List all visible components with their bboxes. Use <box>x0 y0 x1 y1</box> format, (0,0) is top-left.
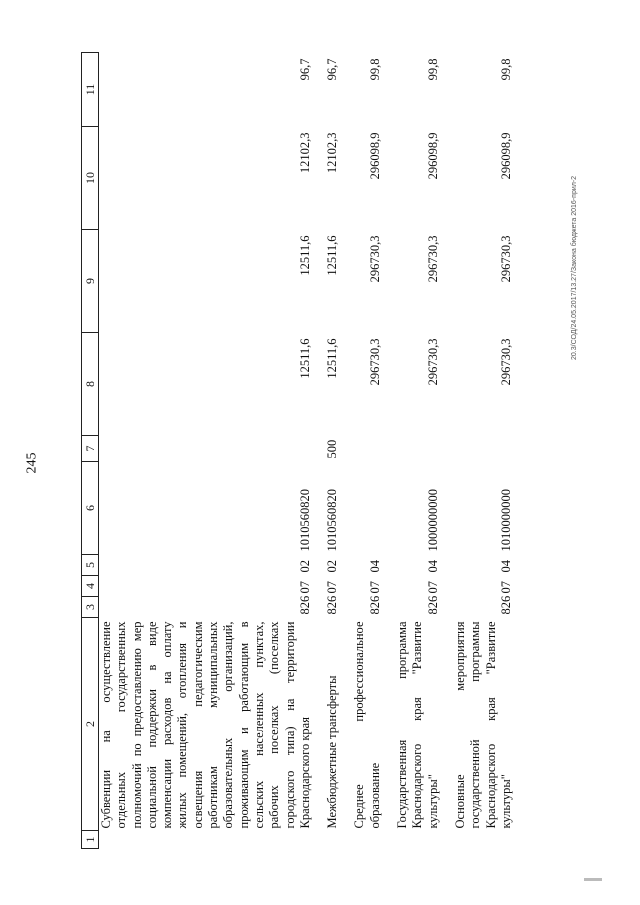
table-row <box>99 53 316 849</box>
cell-subsection: 04 <box>498 560 513 573</box>
cell-value: 296730,3 <box>425 235 440 283</box>
cell-type <box>395 436 443 462</box>
cell-type <box>99 436 316 462</box>
cell-value: 296730,3 <box>367 235 382 283</box>
cell-subsection: 04 <box>425 560 440 573</box>
col-header: 8 <box>82 333 99 436</box>
col-header: 1 <box>82 831 99 849</box>
cell-percent: 99,8 <box>425 58 440 81</box>
cell-percent: 99,8 <box>367 58 382 81</box>
row-name: Основные мероприятия государственной программы Краснодарского края "Развитие культуры" <box>452 621 513 829</box>
column-number-row <box>82 53 99 849</box>
cell-value: 296098,9 <box>367 132 382 180</box>
cell-type: 500 <box>325 439 340 459</box>
cell-type <box>352 436 385 462</box>
table-row <box>453 53 516 849</box>
cell-target: 1000000000 <box>425 489 440 552</box>
cell-value: 296098,9 <box>425 132 440 180</box>
cell-target <box>352 462 385 555</box>
table-row <box>352 53 385 849</box>
cell-subsection: 02 <box>297 560 312 573</box>
cell-section: 07 <box>425 581 440 594</box>
cell-code: 826 <box>425 595 440 615</box>
cell-percent: 99,8 <box>498 58 513 81</box>
cell-section: 07 <box>498 581 513 594</box>
budget-table <box>81 52 516 849</box>
cell-code: 826 <box>325 595 340 615</box>
row-name: Межбюджетные трансферты <box>325 675 340 829</box>
cell-section: 07 <box>325 581 340 594</box>
cell-subsection: 04 <box>367 560 382 573</box>
row-name: Субвенции на осуществление отдельных государственных полномочий по предоставлению мер социальной поддержки в виде компенсации расходов на оплату жилых помещений, отопления и освещения педагогическим работникам муниципальных образовательных организаций, проживающим и работающим в сельских населенных пунктах, рабочих поселках (поселках городского типа) на территории Краснодарского края <box>99 621 312 829</box>
cell-value: 296098,9 <box>498 132 513 180</box>
cell-value: 12102,3 <box>297 132 312 174</box>
cell-value: 12511,6 <box>325 235 340 276</box>
cell-percent: 96,7 <box>325 58 340 81</box>
table-row <box>325 53 342 849</box>
cell-value: 12511,6 <box>297 338 312 379</box>
col-header: 10 <box>82 127 99 230</box>
col-header: 5 <box>82 555 99 576</box>
budget-table-container <box>81 53 541 849</box>
row-name: Государственная программа Краснодарского края "Развитие культуры" <box>395 621 440 829</box>
cell-value: 296730,3 <box>498 235 513 283</box>
col-header: 3 <box>82 597 99 618</box>
cell-value: 12511,6 <box>325 338 340 379</box>
cell-percent: 96,7 <box>297 58 312 81</box>
cell-code: 826 <box>498 595 513 615</box>
col-header: 7 <box>82 436 99 462</box>
col-header: 2 <box>82 618 99 831</box>
table-row <box>395 53 443 849</box>
cell-target: 1010000000 <box>498 489 513 552</box>
page-number: 245 <box>24 452 40 474</box>
col-header: 11 <box>82 53 99 127</box>
cell-code: 826 <box>297 595 312 615</box>
cell-value: 296730,3 <box>425 338 440 386</box>
cell-value: 12102,3 <box>325 132 340 174</box>
cell-value: 296730,3 <box>367 338 382 386</box>
cell-value: 296730,3 <box>498 338 513 386</box>
cell-section: 07 <box>367 581 382 594</box>
col-header: 4 <box>82 576 99 597</box>
scan-mark <box>584 878 602 881</box>
cell-section: 07 <box>297 581 312 594</box>
row-name: Среднее профессиональное образование <box>352 621 382 829</box>
cell-target: 1010560820 <box>325 489 340 552</box>
cell-code: 826 <box>367 595 382 615</box>
document-code: 20.3/СОД/24.05.2017/13.27/Закона бюджета 2016-прил-2 <box>571 175 578 360</box>
cell-target: 1010560820 <box>297 489 312 552</box>
col-header: 6 <box>82 462 99 555</box>
cell-type <box>453 436 516 462</box>
col-header: 9 <box>82 230 99 333</box>
cell-value: 12511,6 <box>297 235 312 276</box>
cell-subsection: 02 <box>325 560 340 573</box>
